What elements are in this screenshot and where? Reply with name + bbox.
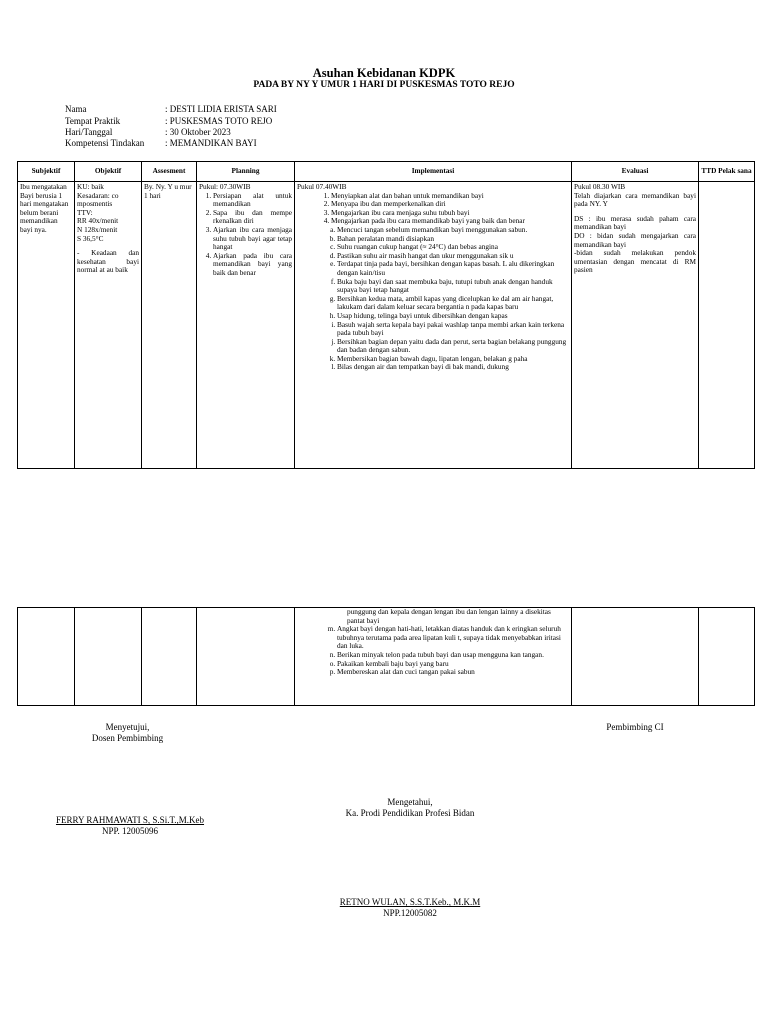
- head-npp: NPP.12005082: [383, 908, 437, 918]
- list-item: p. Membereskan alat dan cuci tangan pakai sabun: [337, 668, 569, 677]
- implementasi-cell: [295, 182, 572, 469]
- objektif-line: TTV:: [77, 207, 93, 217]
- info-value: : PUSKESMAS TOTO REJO: [165, 116, 273, 126]
- list-item: n. Berikan minyak telon pada tubuh bayi dan usap mengguna kan tangan.: [337, 651, 569, 660]
- column-header-assesment: Assesment: [142, 162, 197, 182]
- objektif-cell: [75, 182, 142, 469]
- objektif-line: KU: baik: [77, 182, 104, 191]
- info-label: Hari/Tanggal: [65, 127, 113, 137]
- evaluasi-time: Pukul 08.30 WIB: [574, 182, 626, 191]
- objektif-line: Kesadaran: co mposmentis: [77, 190, 119, 209]
- objektif-line: N 128x/menit: [77, 224, 118, 234]
- implementasi-cell: [295, 608, 572, 706]
- list-item: 2. Menyapa ibu dan memperkenalkan diri: [331, 200, 569, 209]
- head-name: RETNO WULAN, S.S.T.Keb., M.K.M: [339, 897, 481, 907]
- list-item: j. Bersihkan bagian depan yaitu dada dan perut, serta bagian belakang punggung dan badan dengan sabun.: [337, 338, 569, 355]
- document-title: Asuhan Kebidanan KDPK: [312, 66, 456, 80]
- list-item: g. Bersihkan kedua mata, ambil kapas yang dicelupkan ke dal am air hangat, lakukam dari dalam keluar secara bergantia n pada kapas baru: [337, 295, 569, 312]
- evaluasi-ds: DS : ibu merasa sudah paham cara memandikan bayi: [574, 213, 696, 232]
- assesment-text: By. Ny. Y u mur 1 hari: [144, 182, 192, 200]
- column-header-ttd: TTD Pelak sana: [699, 162, 755, 182]
- assesment-cell: [142, 182, 197, 469]
- subjektif-cell: [18, 182, 75, 469]
- evaluasi-cell: [572, 182, 699, 469]
- acknowledge-label: Mengetahui,: [387, 797, 433, 807]
- info-label: Nama: [65, 104, 87, 114]
- evaluasi-text: Telah diajarkan cara memandikan bayi pada NY. Y: [574, 190, 696, 209]
- info-label: Tempat Praktik: [65, 116, 121, 126]
- document-subtitle: PADA BY NY Y UMUR 1 HARI DI PUSKESMAS TOTO REJO: [253, 80, 515, 90]
- info-value: : MEMANDIKAN BAYI: [165, 138, 257, 148]
- list-item: 1. Menyiapkan alat dan bahan untuk memandikan bayi: [331, 192, 569, 201]
- objektif-cell: [75, 608, 142, 706]
- column-header-planning: Planning: [197, 162, 295, 182]
- list-item: 4. Ajarkan pada ibu cara memandikan bayi yang baik dan benar: [213, 252, 292, 278]
- approval-block: [60, 722, 195, 744]
- implementasi-continued-text: punggung dan kepala dengan lengan ibu dan lengan lainny a disekitas pantat bayi: [347, 607, 551, 625]
- supervisor-npp: NPP. 12005096: [101, 826, 158, 836]
- supervisor-name: FERRY RAHMAWATI S, S.Si.T.,M.Keb: [55, 815, 205, 825]
- column-header-evaluasi: Evaluasi: [572, 162, 699, 182]
- table-header-row: [18, 162, 755, 182]
- supervisor-role: Dosen Pembimbing: [91, 733, 164, 743]
- info-row-tanggal: [65, 127, 231, 137]
- table-row: [18, 608, 755, 706]
- info-row-kompetensi: [65, 138, 257, 148]
- planning-cell: [197, 182, 295, 469]
- ttd-cell: [699, 182, 755, 469]
- implementasi-sublist-continued: [315, 625, 569, 677]
- list-item: l. Bilas dengan air dan tempatkan bayi di bak mandi, dukung: [337, 363, 569, 372]
- implementasi-list: [297, 192, 569, 226]
- list-item: 1. Persiapan alat untuk memandikan: [213, 192, 292, 209]
- list-item: k. Membersikan bagian bawah dagu, lipatan lengan, belakan g paha: [337, 355, 569, 364]
- implementasi-time: Pukul 07.40WIB: [297, 182, 347, 191]
- list-item: h. Usap hidung, telinga bayi untuk dibersihkan dengan kapas: [337, 312, 569, 321]
- list-item: 3. Mengajarkan ibu cara menjaga suhu tubuh bayi: [331, 209, 569, 218]
- planning-cell: [197, 608, 295, 706]
- list-item: a. Mencuci tangan sebelum memandikan bayi menggunakan sabun.: [337, 226, 569, 235]
- ttd-cell: [699, 608, 755, 706]
- info-value: : DESTI LIDIA ERISTA SARI: [165, 104, 277, 114]
- head-signature: [300, 897, 520, 919]
- supervisor-signature: [20, 815, 240, 837]
- evaluasi-note: -bidan sudah melakukan pendok umentasian dengan mencatat di RM pasien: [574, 248, 696, 275]
- list-item: f. Buka baju bayi dan saat membuka baju, tutupi tubuh anak dengan handuk supaya bayi tetap hangat: [337, 278, 569, 295]
- list-item: b. Bahan peralatan mandi disiapkan: [337, 235, 569, 244]
- objektif-note: - Keadaan dan kesehatan bayi normal at au baik: [77, 248, 139, 275]
- column-header-implementasi: Implementasi: [295, 162, 572, 182]
- evaluasi-do: DO : bidan sudah mengajarkan cara memandikan bayi: [574, 230, 696, 249]
- list-item: 3. Ajarkan ibu cara menjaga suhu tubuh bayi agar tetap hangat: [213, 226, 292, 252]
- planning-list: [199, 192, 292, 278]
- planning-time: Pukul: 07.30WIB: [199, 182, 251, 191]
- care-table: [17, 161, 755, 469]
- assesment-cell: [142, 608, 197, 706]
- column-header-subjektif: Subjektif: [18, 162, 75, 182]
- info-row-tempat: [65, 116, 272, 126]
- list-item: 2. Sapa ibu dan mempe rkenalkan diri: [213, 209, 292, 226]
- head-role: Ka. Prodi Pendidikan Profesi Bidan: [345, 808, 475, 818]
- list-item: c. Suhu ruangan cukup hangat (≈ 24°C) dan bebas angina: [337, 243, 569, 252]
- subjektif-text: Ibu mengatakan Bayi berusia 1 hari mengatakan belum berani memandikan bayi nya.: [20, 182, 69, 234]
- info-value: : 30 Oktober 2023: [165, 127, 231, 137]
- objektif-line: RR 40x/menit: [77, 216, 119, 226]
- list-item: i. Basuh wajah serta kepala bayi pakai washlap tanpa membi arkan kain terkena pada tubuh bayi: [337, 321, 569, 338]
- acknowledge-block: [300, 797, 520, 819]
- list-item: 4. Mengajarkan pada ibu cara memandikab bayi yang baik dan benar: [331, 217, 569, 226]
- list-item: o. Pakaikan kembali baju bayi yang baru: [337, 660, 569, 669]
- approval-label: Menyetujui,: [105, 722, 150, 732]
- care-table-continued: [17, 607, 755, 706]
- info-row-nama: [65, 104, 277, 114]
- list-item: m. Angkat bayi dengan hati-hati, letakkan diatas handuk dan k eringkan seluruh tubuhnya terutama pada area lipatan kuli t, supaya tidak menyebabkan iritasi dan luka.: [337, 625, 569, 651]
- column-header-objektif: Objektif: [75, 162, 142, 182]
- objektif-line: S 36,5°C: [77, 233, 104, 243]
- list-item: d. Pastikan suhu air masih hangat dan ukur menggunakan sik u: [337, 252, 569, 261]
- evaluasi-cell: [572, 608, 699, 706]
- info-label: Kompetensi Tindakan: [65, 138, 145, 148]
- list-item: e. Terdapat tinja pada bayi, bersihkan dengan kapas basah. L alu dikeringkan dengan kain/tisu: [337, 260, 569, 277]
- ci-role: Pembimbing CI: [606, 722, 664, 732]
- subjektif-cell: [18, 608, 75, 706]
- table-row: [18, 182, 755, 469]
- implementasi-sublist: [315, 226, 569, 372]
